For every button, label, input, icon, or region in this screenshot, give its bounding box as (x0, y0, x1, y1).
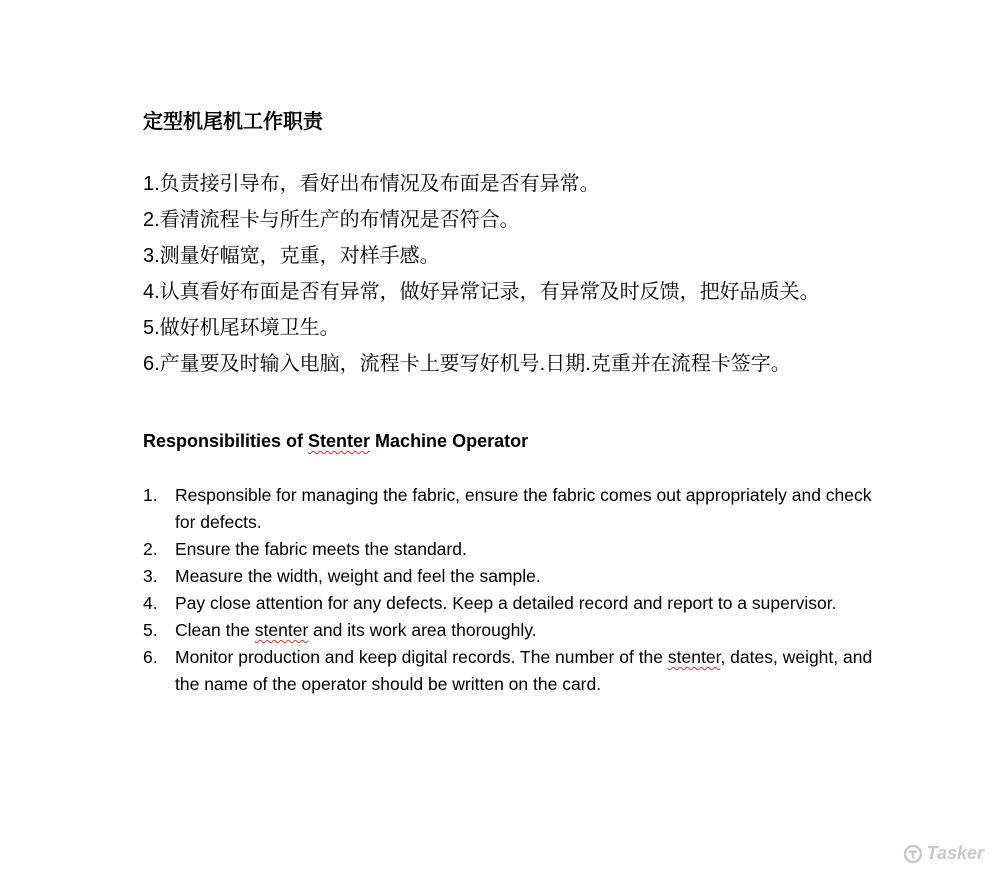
list-item (143, 644, 883, 698)
list-text (175, 617, 883, 644)
list-text: Measure the width, weight and feel the sample. (175, 566, 541, 586)
list-item: 3.测量好幅宽，克重，对样手感。 (143, 245, 440, 267)
list-number: 6. (143, 647, 158, 667)
list-number: 1. (143, 485, 158, 505)
english-title-prefix: Responsibilities of (143, 431, 309, 451)
list-text: Ensure the fabric meets the standard. (175, 539, 467, 559)
english-responsibilities-list (143, 482, 883, 698)
watermark-text: Tasker (926, 843, 984, 863)
tasker-logo-icon (903, 844, 923, 864)
list-text: Responsible for managing the fabric, ensure the fabric comes out appropriately and check for defects. (175, 485, 872, 532)
list-item (143, 590, 883, 617)
list-item: 6.产量要及时输入电脑，流程卡上要写好机号.日期.克重并在流程卡签字。 (143, 353, 791, 375)
list-item (143, 563, 883, 590)
list-item (143, 617, 883, 644)
list-number: 3. (143, 566, 158, 586)
english-title-spellcheck-word: Stenter (308, 431, 371, 451)
list-number: 5. (143, 620, 158, 640)
list-text (175, 644, 883, 698)
list-text-pre: Monitor production and keep digital records. The number of the (175, 647, 668, 667)
list-text-pre: Clean the (175, 620, 255, 640)
list-text: Pay close attention for any defects. Keep a detailed record and report to a supervisor. (175, 593, 837, 613)
spellcheck-word: stenter (667, 647, 721, 667)
list-text-post: , dates, weight, and the name of the operator should be written on the card. (175, 647, 873, 694)
list-item: 1.负责接引导布，看好出布情况及布面是否有异常。 (143, 173, 600, 195)
list-item: 4.认真看好布面是否有异常，做好异常记录，有异常及时反馈，把好品质关。 (143, 281, 820, 303)
chinese-responsibilities-list (143, 166, 820, 382)
english-title-suffix: Machine Operator (370, 431, 529, 451)
tasker-watermark (903, 843, 984, 864)
list-item (143, 482, 883, 536)
list-item: 2.看清流程卡与所生产的布情况是否符合。 (143, 209, 520, 231)
list-item (143, 536, 883, 563)
list-text-post: and its work area thoroughly. (308, 620, 537, 640)
list-number: 2. (143, 539, 158, 559)
chinese-title: 定型机尾机工作职责 (143, 111, 323, 133)
english-title (143, 428, 528, 454)
spellcheck-word: stenter (254, 620, 309, 640)
list-item: 5.做好机尾环境卫生。 (143, 317, 340, 339)
list-number: 4. (143, 593, 158, 613)
